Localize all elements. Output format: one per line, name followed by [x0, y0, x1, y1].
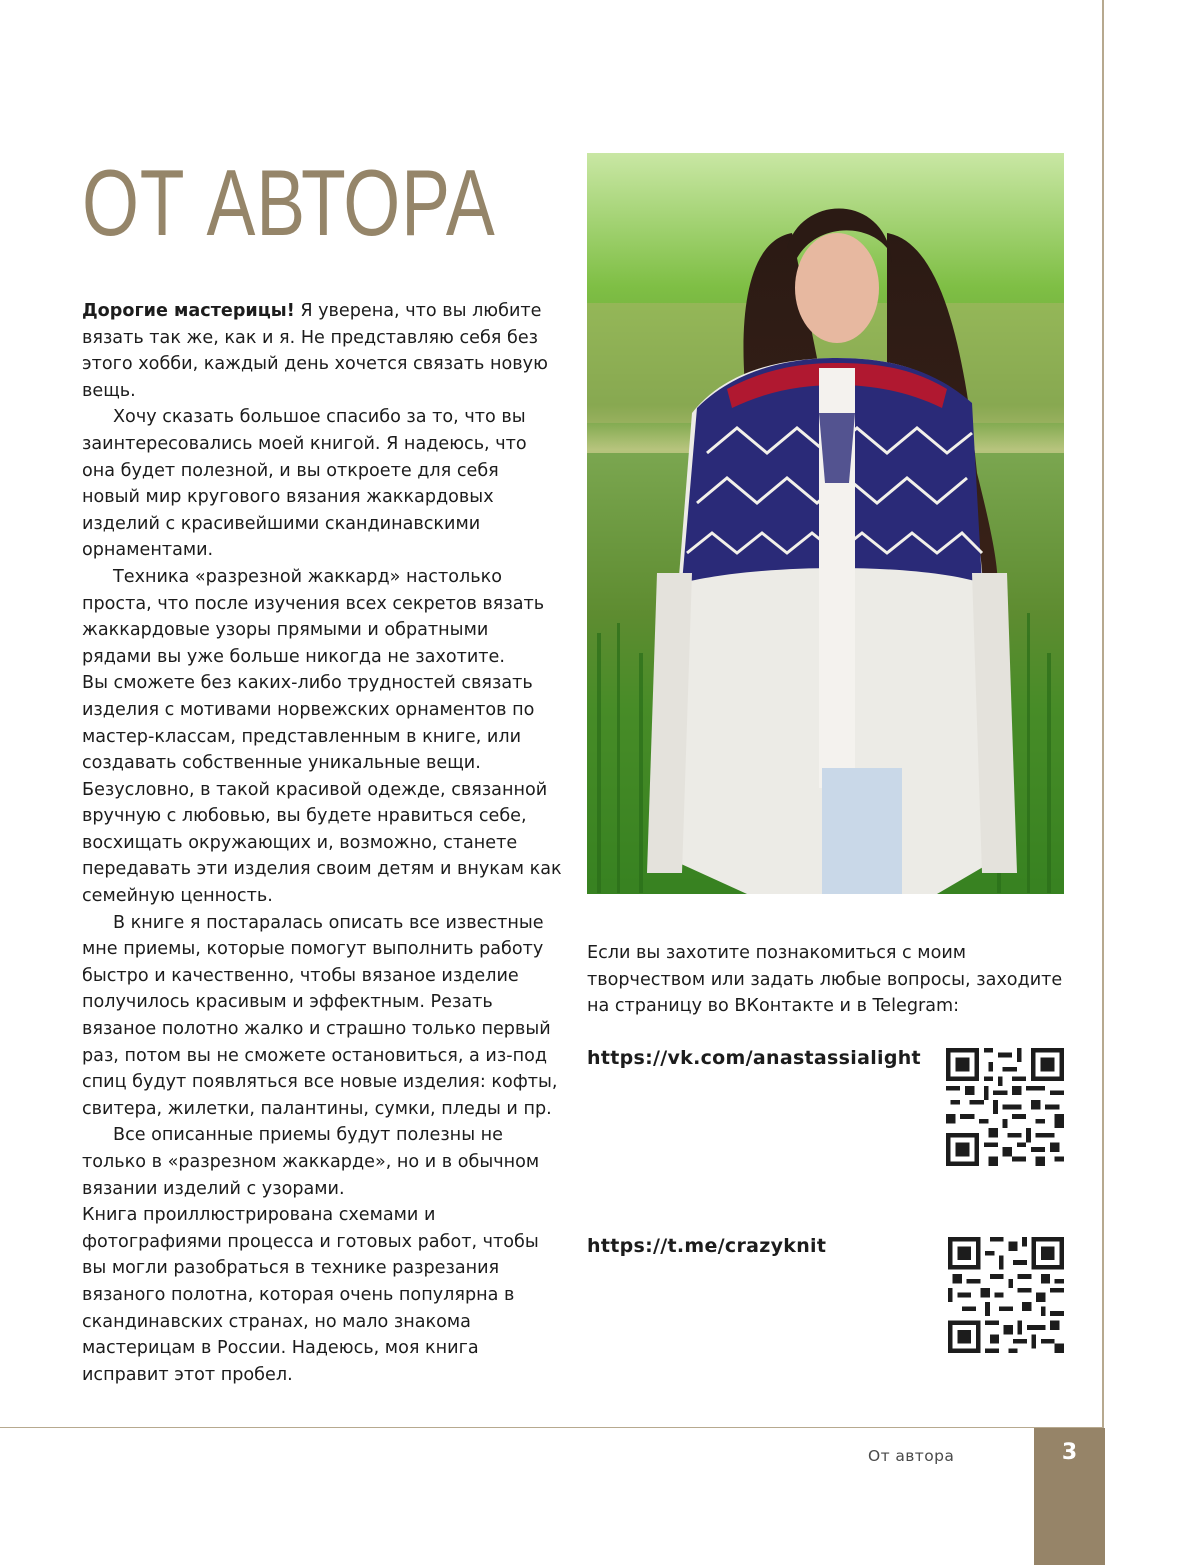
- lead-greeting: Дорогие мастерицы!: [82, 301, 295, 321]
- contact-intro: Если вы захотите познакомиться с моим творчеством или задать любые вопросы, заходите на страницу во ВКонтакте и в Telegram:: [587, 943, 1063, 1017]
- footer-section-label: От автора: [868, 1447, 955, 1465]
- paragraph-5: В книге я постаралась описать все известные мне приемы, которые помогут выполнить работу быстро и качественно, чтобы вязаное изделие получилось красивым и эффектным. Резать вязаное полотно жалко и страшно только первый раз, потом вы не сможете остановиться, а из-под спиц будут появляться все новые изделия: кофты, свитера, жилетки, палантины, сумки, пледы и пр.: [82, 912, 558, 1119]
- paragraph-1: [82, 298, 562, 404]
- page-number: 3: [1061, 1440, 1078, 1465]
- page-edge-rule: [1102, 0, 1104, 1427]
- paragraph-3: Техника «разрезной жаккард» настолько проста, что после изучения всех секретов вязать жаккардовые узоры прямыми и обратными рядами вы уже больше никогда не захотите.: [82, 566, 545, 667]
- author-photo: [587, 153, 1064, 894]
- paragraph-4: Вы сможете без каких-либо трудностей связать изделия с мотивами норвежских орнаментов по мастер-классам, представленным в книге, или создавать собственные уникальные вещи. Безусловно, в такой красивой одежде, связанной вручную с любовью, вы будете нравиться себе, восхищать окружающих и, возможно, станете передавать эти изделия своим детям и внукам как семейную ценность.: [82, 673, 562, 907]
- footer-rule: [0, 1427, 1104, 1428]
- paragraph-2: Хочу сказать большое спасибо за то, что вы заинтересовались моей книгой. Я надеюсь, что она будет полезной, и вы откроете для себя новый мир кругового вязания жаккардовых изделий с красивейшими скандинавскими орнаментами.: [82, 407, 527, 561]
- paragraph-1-text: Я уверена, что вы любите вязать так же, как и я. Не представляю себя без этого хобби, каждый день хочется связать новую вещь.: [82, 301, 548, 401]
- telegram-qr-code[interactable]: [948, 1237, 1064, 1353]
- paragraph-7: Книга проиллюстрирована схемами и фотографиями процесса и готовых работ, чтобы вы могли разобраться в технике разрезания вязаного полотна, которая очень популярна в скандинавских странах, но мало знакома мастерицам в России. Надеюсь, моя книга исправит этот пробел.: [82, 1205, 539, 1385]
- vk-qr-code[interactable]: [946, 1048, 1064, 1166]
- vk-link[interactable]: https://vk.com/anastassialight: [587, 1047, 921, 1069]
- telegram-link[interactable]: https://t.me/crazyknit: [587, 1235, 827, 1257]
- paragraph-6: Все описанные приемы будут полезны не только в «разрезном жаккарде», но и в обычном вязании изделий с узорами.: [82, 1125, 540, 1199]
- article-body: [82, 298, 562, 1388]
- page-title: ОТ АВТОРА: [82, 150, 496, 255]
